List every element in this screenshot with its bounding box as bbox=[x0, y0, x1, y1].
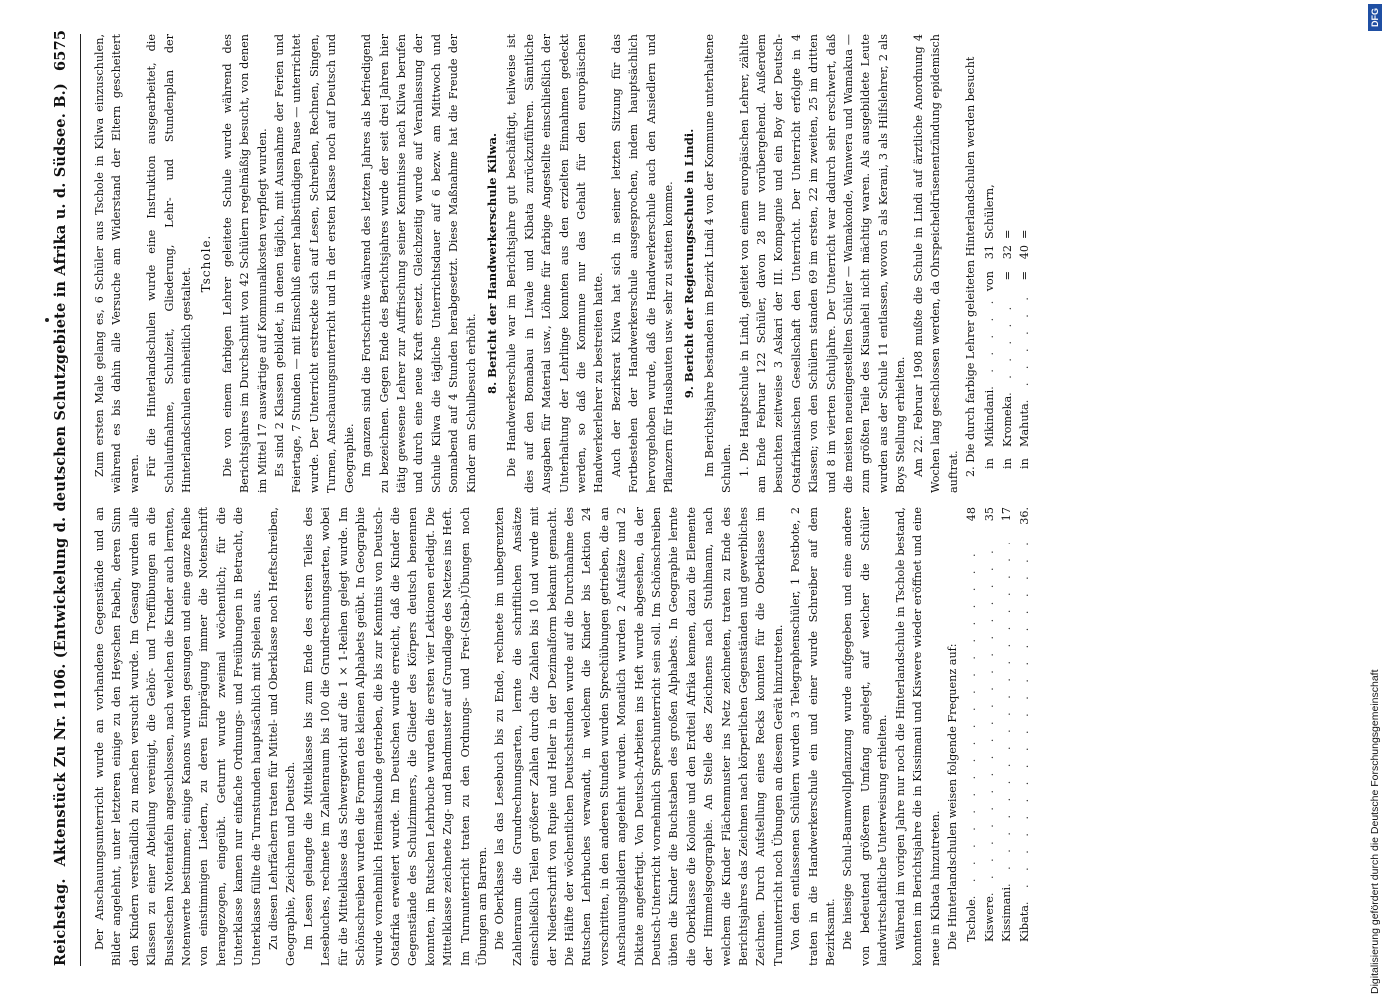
list-item: Tschole . . . 48 bbox=[963, 507, 980, 942]
paragraph: Für die Hinterlandschulen wurde eine Instruktion ausgearbeitet, die Schulaufnahme, Schulzeit, Gliederung, Lehr- und Stundenplan der Hinterlandschulen einheitlich gestaltet. bbox=[145, 34, 194, 493]
paragraph: Am 22. Februar 1908 mußte die Schule in Lindi auf ärztliche Anordnung 4 Wochen lang geschlossen werden, da Ohrspeicheldrüsenentzündung epidemisch auftrat. bbox=[911, 34, 960, 493]
list-item: Kissimani . . . 17 bbox=[998, 507, 1015, 942]
paragraph: Zu diesen Lehrfächern traten für Mittel- und Oberklasse noch Heftschreiben, Geographie, Zeichnen und Deutsch. bbox=[267, 507, 298, 966]
rotated-document-page bbox=[40, 20, 1340, 980]
header-title: Aktenstück Zu Nr. 1106. (Entwickelung d. deutschen Schutzgebiete in Afrika u. d. Südsee. B.) bbox=[51, 83, 69, 867]
list-item: Kibata . . . 36. bbox=[1016, 507, 1033, 942]
list-item: Kiswere . . . 35 bbox=[981, 507, 998, 942]
digitization-credit bbox=[1368, 4, 1382, 994]
paragraph: Von den entlassenen Schülern wurden 3 Telegraphenschüler, 1 Postbote, 2 traten in die Handwerkerschule ein und einer wurde Schreiber auf dem Bezirksamt. bbox=[789, 507, 838, 966]
paragraph: Die Hinterlandschulen weisen folgende Frequenz auf: bbox=[945, 643, 959, 950]
paragraph: Im Berichtsjahre bestanden im Bezirk Lindi 4 von der Kommune unterhaltene Schulen. bbox=[702, 34, 734, 493]
list-item: in Mikindani . . . von 31 Schülern, bbox=[981, 169, 998, 469]
paragraph: Die Handwerkerschule war im Berichtsjahre gut beschäftigt, teilweise ist dies auf den Bomabau in Liwale und Kibata zurückzuführen. Sämtliche Ausgaben für Material usw., Löhne für farbige Angestellte einschließlich der Unterhaltung der Lehrlinge konnten aus den erzielten Einnahmen gedeckt werden, so daß die Kommune nur das Gehalt für den europäischen Handwerkerlehrer zu bestreiten hatte. bbox=[505, 34, 606, 493]
paragraph: Während im vorigen Jahre nur noch die Hinterlandschule in Tschole bestand, konnten im Berichtsjahre die in Kissimani und Kiswere wieder eröffnet und eine neue in Kibata hinzutreten. bbox=[893, 507, 942, 966]
section-heading-8: 8. Bericht der Handwerkerschule Kilwa. bbox=[484, 133, 499, 394]
right-column bbox=[91, 34, 1036, 493]
credit-text: Digitalisierung gefördert durch die Deutsche Forschungsgemeinschaft bbox=[1369, 669, 1381, 994]
paragraph: Zum ersten Male gelang es, 6 Schüler aus Tschole in Kilwa einzuschulen, während es bis dahin alle Versuche am Widerstand der Eltern gescheitert waren. bbox=[93, 34, 141, 493]
paragraph: Es sind 2 Klassen gebildet, in denen täglich, mit Ausnahme der Ferien und Feiertage, 7 Stunden — mit Einschluß einer halbstündigen Pause — unterrichtet wurde. Der Unterricht erstreckte sich auf Lesen, Schreiben, Rechnen, Singen, Turnen, Anschauungsunterricht und in der ersten Klasse noch auf Deutsch und Geographie. bbox=[273, 34, 356, 493]
subheading-tschole: Tschole. bbox=[199, 234, 214, 293]
paragraph: Die Oberklasse las das Lesebuch bis zu Ende, rechnete im unbegrenzten Zahlenraum die Grundrechnungsarten, lernte die schriftlichen Ansätze einschließlich Teilen größerer Zahlen durch die Zahlen bis 10 und wurde mit der Niederschrift von Rupie und Heller in der Dezimalform bekannt gemacht. Die Hälfte der wöchentlichen Deutschstunden wurde auf die Durchnahme des Rutschen Lehrbuches verwandt, in welchem die Kinder bis Lektion 24 vorschritten, in den anderen Stunden wurden Sprechübungen getrieben, die an Anschauungsbildern angelehnt wurden. Monatlich wurden 2 Aufsätze und 2 Diktate angefertigt. Von Deutsch-Arbeiten ins Heft wurde abgesehen, da der Deutsch-Unterricht vornehmlich Sprechunterricht sein soll. Im Schönschreiben übten die Kinder die Buchstaben des großen Alphabets. In Geographie lernte die Oberklasse die Kolonie und den Erdteil Afrika kennen, dazu die Elemente der Himmelsgeographie. An Stelle des Zeichnens nach Stuhlmann, nach welchem die Kinder Flächenmuster ins Netz zeichneten, traten zu Ende des Berichtsjahres das Zeichnen nach körperlichen Gegenständen und gewerbliches Zeichnen. Durch Aufstellung eines Recks konnten für die Oberklasse im Turnunterricht noch Übungen an diesem Gerät hinzutreten. bbox=[493, 507, 785, 966]
list-item: in Kromeka . . . = 32 = bbox=[999, 169, 1016, 469]
list-item: in Mahuta . . . = 40 = bbox=[1016, 169, 1033, 469]
section-heading-9: 9. Bericht der Regierungsschule in Lindi. bbox=[682, 128, 697, 399]
paragraph: 2. Die durch farbige Lehrer geleiteten Hinterlandschulen werden besucht bbox=[963, 56, 977, 477]
visits-list bbox=[981, 169, 1033, 469]
paragraph: Im ganzen sind die Fortschritte während des letzten Jahres als befriedigend zu bezeichnen. Gegen Ende des Berichtsjahres wurde der seit drei Jahren hier tätig gewesene Lehrer zur Auffrischung seiner Kenntnisse nach Kilwa berufen und durch eine neue Kraft ersetzt. Gleichzeitig wurde auf Veranlassung der Schule Kilwa die tägliche Unterrichtsdauer auf 6 bezw. am Mittwoch und Sonnabend auf 4 Stunden herabgesetzt. Diese Maßnahme hat die Freude der Kinder am Schulbesuch erhöht. bbox=[360, 34, 478, 493]
dfg-logo: DFG bbox=[1368, 4, 1382, 31]
paragraph: Auch der Bezirksrat Kilwa hat sich in seiner letzten Sitzung für das Fortbestehen der Handwerkerschule ausgesprochen, indem hauptsächlich hervorgehoben wurde, daß die Handwerkerschule auch den Ansiedlern und Pflanzern für Hausbauten usw. sehr zu statten komme. bbox=[609, 34, 675, 493]
page-header bbox=[40, 29, 81, 966]
paragraph: Im Lesen gelangte die Mittelklasse bis zum Ende des ersten Teiles des Lesebuches, rechnete im Zahlenraum bis 100 die Grundrechnungsarten, wobei für die Mittelklasse das Schwergewicht auf die 1 × 1-Reihen gelegt wurde. Im Schönschreiben wurden die Formen des kleinen Alphabets geübt. In Geographie wurde vornehmlich Heimatskunde getrieben, die bis zur Kenntnis von Deutsch-Ostafrika erweitert wurde. Im Deutschen wurde erreicht, daß die Kinder die Gegenstände des Schulzimmers, die Glieder des Körpers deutsch benennen konnten, im Rutschen Lehrbuche wurden die ersten vier Lektionen erledigt. Die Mittelklasse zeichnete Zug- und Bandmuster auf Grundlage des Netzes ins Heft. Im Turnunterricht traten zu den Ordnungs- und Frei-(Stab-)Übungen noch Übungen am Barren. bbox=[301, 507, 489, 966]
paragraph: 1. Die Hauptschule in Lindi, geleitet von einem europäischen Lehrer, zählte am Ende Februar 122 Schüler, davon 28 nur vorübergehend. Außerdem besuchten zeitweise 3 Askari der III. Kompagnie und ein Boy der Deutsch-Ostafrikanischen Gesellschaft den Unterricht. Der Unterricht erfolgte in 4 Klassen; von den Schülern standen 69 im ersten, 22 im zweiten, 25 im dritten und 8 im vierten Schuljahre. Der Unterricht war dadurch sehr erschwert, daß die meisten neueingestellten Schüler — Wamakonde, Wanwera und Wamakua — zum größten Teile des Kisuaheli nicht mächtig waren. Als ausgebildete Leute wurden aus der Schule 11 entlassen, wovon 5 als Kerani, 3 als Hilfslehrer, 2 als Boys Stellung erhielten. bbox=[737, 34, 908, 493]
frequency-list bbox=[963, 507, 1033, 942]
paragraph: Die hiesige Schul-Baumwollpflanzung wurde aufgegeben und eine andere von bedeutend größerem Umfang angelegt, auf welcher die Schüler landwirtschaftliche Unterweisung erhielten. bbox=[841, 507, 890, 966]
page-number: 6575 bbox=[51, 29, 69, 71]
paragraph: Der Anschauungsunterricht wurde an vorhandene Gegenstände und an Bilder angelehnt, unter letzteren einige zu den Heyschen Fabeln, deren Sinn den Kindern verständlich zu machen versucht wurde. Im Gesang wurden alle Klassen zu einer Abteilung vereinigt, die Gehör- und Treffübungen an die Bussleschen Notentafeln angeschlossen, nach welchen die Kinder auch lernten, Notenwerte bestimmen; einige Kanons wurden gesungen und eine ganze Reihe von einstimmigen Liedern, zu deren Einprägung immer die Notenschrift herangezogen, eingeübt. Geturnt wurde zweimal wöchentlich; für die Unterklasse kamen nur einfache Ordnungs- und Freiübungen in Betracht, die Unterklasse füllte die Turnstunden hauptsächlich mit Spielen aus. bbox=[93, 507, 263, 966]
header-left: Reichstag. bbox=[51, 878, 69, 966]
paragraph: Die von einem farbigen Lehrer geleitete Schule wurde während des Berichtsjahres im Durchschnitt von 42 Schülern regelmäßig besucht, von denen im Mittel 17 auswärtige auf Kommunalkosten verpflegt wurden. bbox=[220, 34, 269, 493]
left-column bbox=[91, 507, 1036, 966]
